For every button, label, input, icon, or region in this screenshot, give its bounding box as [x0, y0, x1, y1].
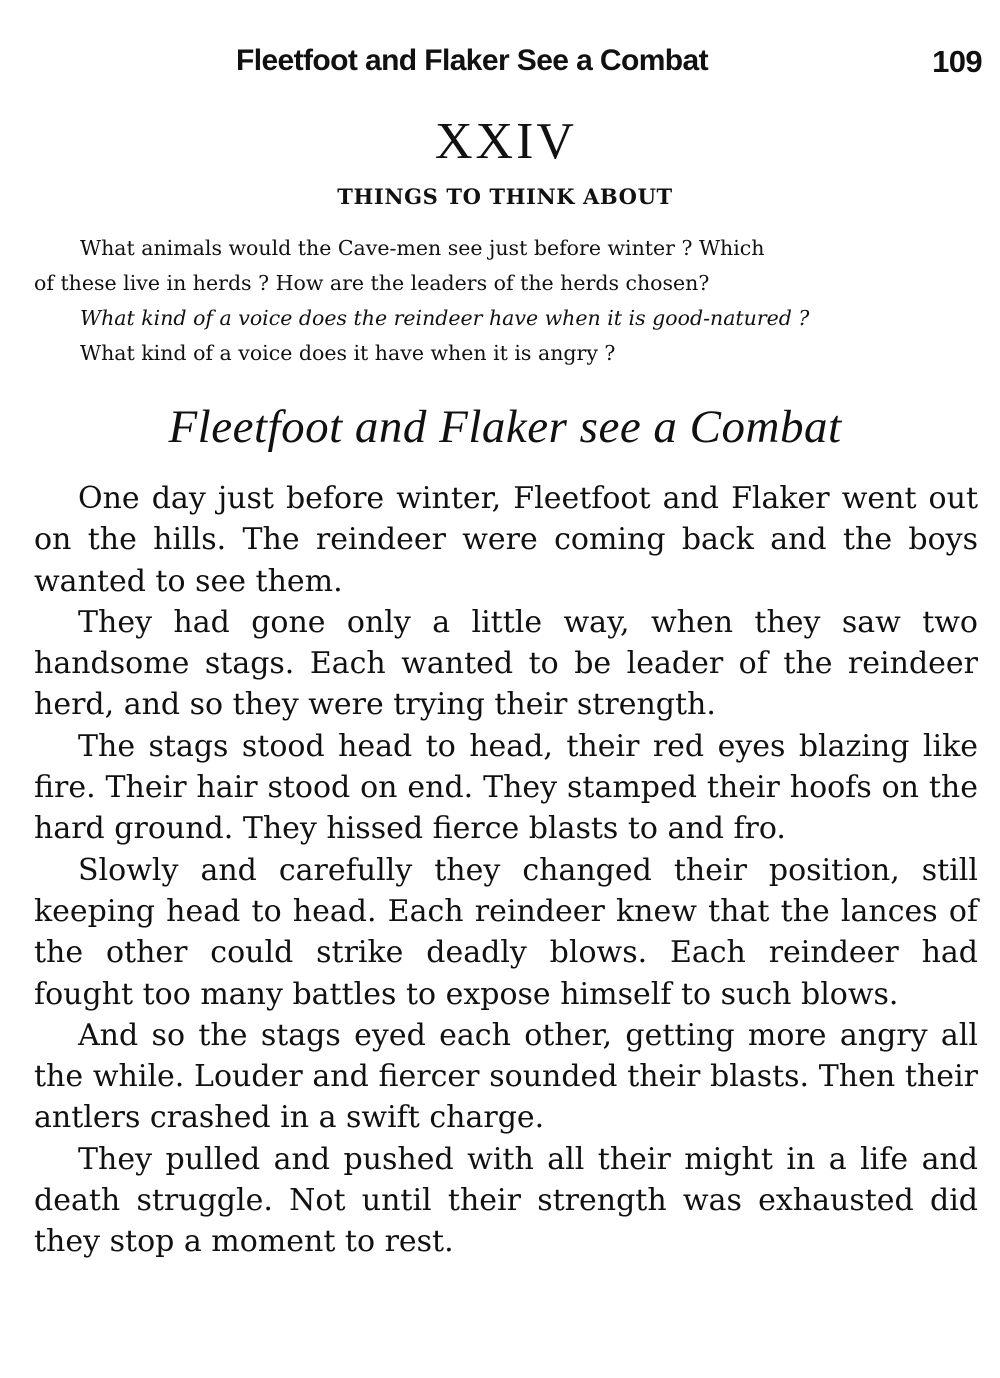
paragraph: The stags stood head to head, their red eyes blazing like fire. Their hair stood on end. They stamped their hoofs on the hard ground. They hissed fierce blasts to and fro. [34, 728, 978, 847]
paragraph: Slowly and carefully they changed their position, still keeping head to head. Each reindeer knew that the lances of the other could strike deadly blows. Each reindeer had fought too many battles to expose himself to such blows. [34, 852, 978, 1012]
paragraph: They had gone only a little way, when they saw two handsome stags. Each wanted to be leader of the reindeer herd, and so they were trying their strength. [34, 604, 978, 723]
question-line: What animals would the Cave-men see just before winter ? Which [80, 236, 765, 260]
question-line: What kind of a voice does it have when it is angry ? [80, 341, 616, 365]
story-title: Fleetfoot and Flaker see a Combat [168, 401, 842, 453]
question-line: of these live in herds ? How are the leaders of the herds chosen? [34, 271, 710, 295]
running-header [230, 44, 990, 88]
page-number: 109 [932, 44, 982, 79]
chapter-number: XXIV [435, 113, 577, 170]
paragraph: And so the stags eyed each other, getting more angry all the while. Louder and fiercer sounded their blasts. Then their antlers crashed in a swift charge. [34, 1017, 978, 1136]
paragraph: They pulled and pushed with all their might in a life and death struggle. Not until their strength was exhausted did they stop a moment to rest. [34, 1141, 978, 1260]
question-line: What kind of a voice does the reindeer have when it is good-natured ? [80, 306, 810, 330]
story-body [34, 478, 978, 1263]
running-title: Fleetfoot and Flaker See a Combat [236, 44, 708, 77]
paragraph: One day just before winter, Fleetfoot and Flaker went out on the hills. The reindeer were coming back and the boys wanted to see them. [34, 481, 978, 599]
section-heading: THINGS TO THINK ABOUT [337, 184, 673, 209]
